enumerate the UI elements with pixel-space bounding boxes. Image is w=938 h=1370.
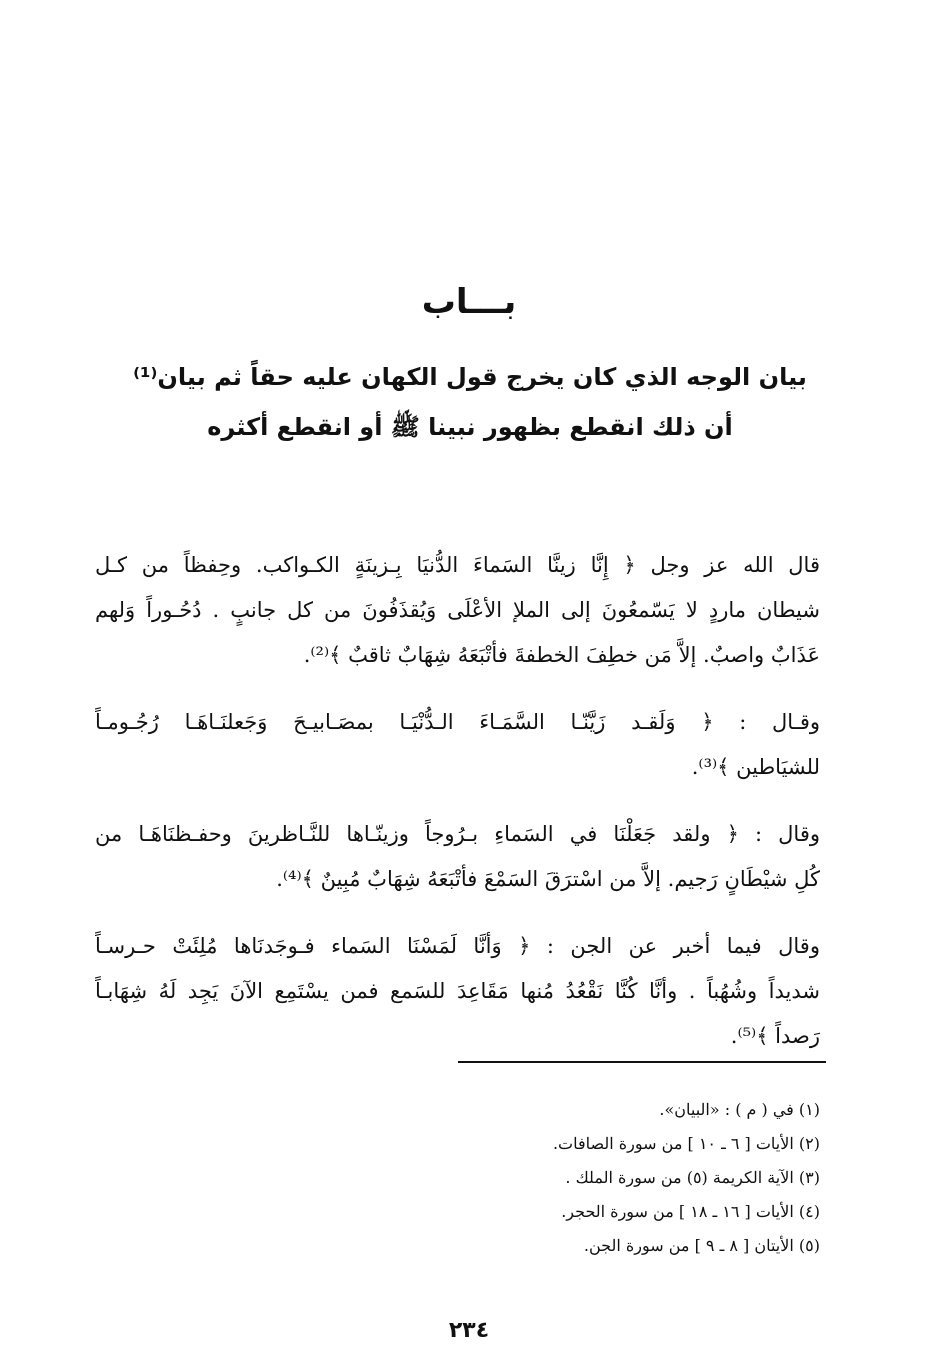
text-line: رَصداً ﴾⁽⁵⁾. [730,1024,820,1048]
footnote-divider [458,1061,826,1063]
text-line: عَذَابٌ واصبٌ. إلاَّ مَن خطِفَ الخطفةَ فأتْبَعَهُ شِهَابٌ ثاقبٌ ﴾⁽²⁾. [303,643,820,667]
text-line: وقال فيما أخبر عن الجن : ﴿ وَأنَّا لَمَسْنَا السَماء فـوجَدنَاها مُلِئَتْ حـرسـاً [95,934,820,958]
text-line: شديداً وشُهُباً . وأنَّا كُنَّا نَقْعُدُ مُنها مَقَاعِدَ للسَمع فمن يسْتَمِع الآنَ يَجِد لَهُ شِهَابـاً [95,979,820,1003]
body-text [95,543,820,1081]
chapter-heading: بـــاب [421,282,517,322]
chapter-subtitle [130,352,810,452]
footnote-2: (٢) الأيات [ ٦ ـ ١٠ ] من سورة الصافات. [552,1134,820,1153]
paragraph-4 [95,924,820,1059]
text-line: وقال : ﴿ ولقد جَعَلْنَا في السَماءِ بـرُوجاً وزينّـاها للنَّـاظرينَ وحفـظنَاهَـا من [95,822,820,846]
page-number: ٢٣٤ [448,1318,490,1343]
paragraph-3 [95,812,820,902]
subtitle-line-1: بيان الوجه الذي كان يخرج قول الكهان عليه حقاً ثم بيان⁽¹⁾ [133,363,807,391]
footnote-4: (٤) الأيات [ ١٦ ـ ١٨ ] من سورة الحجر. [561,1202,820,1221]
text-line: كُلِ شيْطَانٍ رَجيم. إلاَّ من اسْترَقَ السَمْعَ فأتْبَعَهُ شِهَابٌ مُبِينٌ ﴾⁽⁴⁾. [276,867,820,891]
footnote-5: (٥) الأيتان [ ٨ ـ ٩ ] من سورة الجن. [583,1236,820,1255]
footnote-1: (١) في ( م ) : «البيان». [659,1100,820,1119]
subtitle-line-2: أن ذلك انقطع بظهور نبينا ﷺ أو انقطع أكثره [207,413,733,441]
text-line: قال الله عز وجل ﴿ إِنَّا زينَّا السَماءَ الدُّنيَا بِـزينَةٍ الكـواكب. وحِفظاً من كـل [95,553,820,577]
paragraph-2 [95,700,820,790]
paragraph-1 [95,543,820,678]
footnote-3: (٣) الآية الكريمة (٥) من سورة الملك . [565,1168,820,1187]
footnotes [300,1093,820,1263]
text-line: شيطان ماردٍ لا يَسّمعُونَ إلى الملإ الأعْلَى وَيُقذَفُونَ من كل جانبٍ . دُحُـوراً وَلهم [95,598,820,622]
text-line: وقـال : ﴿ وَلَقـد زَيَّنّـا السَّمَـاءَ الـدُّنْيَـا بمصَـابيـحَ وَجَعلنَـاهَـا رُجُـومـاً [95,710,820,734]
text-line: للشيَاطين ﴾⁽³⁾. [691,755,820,779]
